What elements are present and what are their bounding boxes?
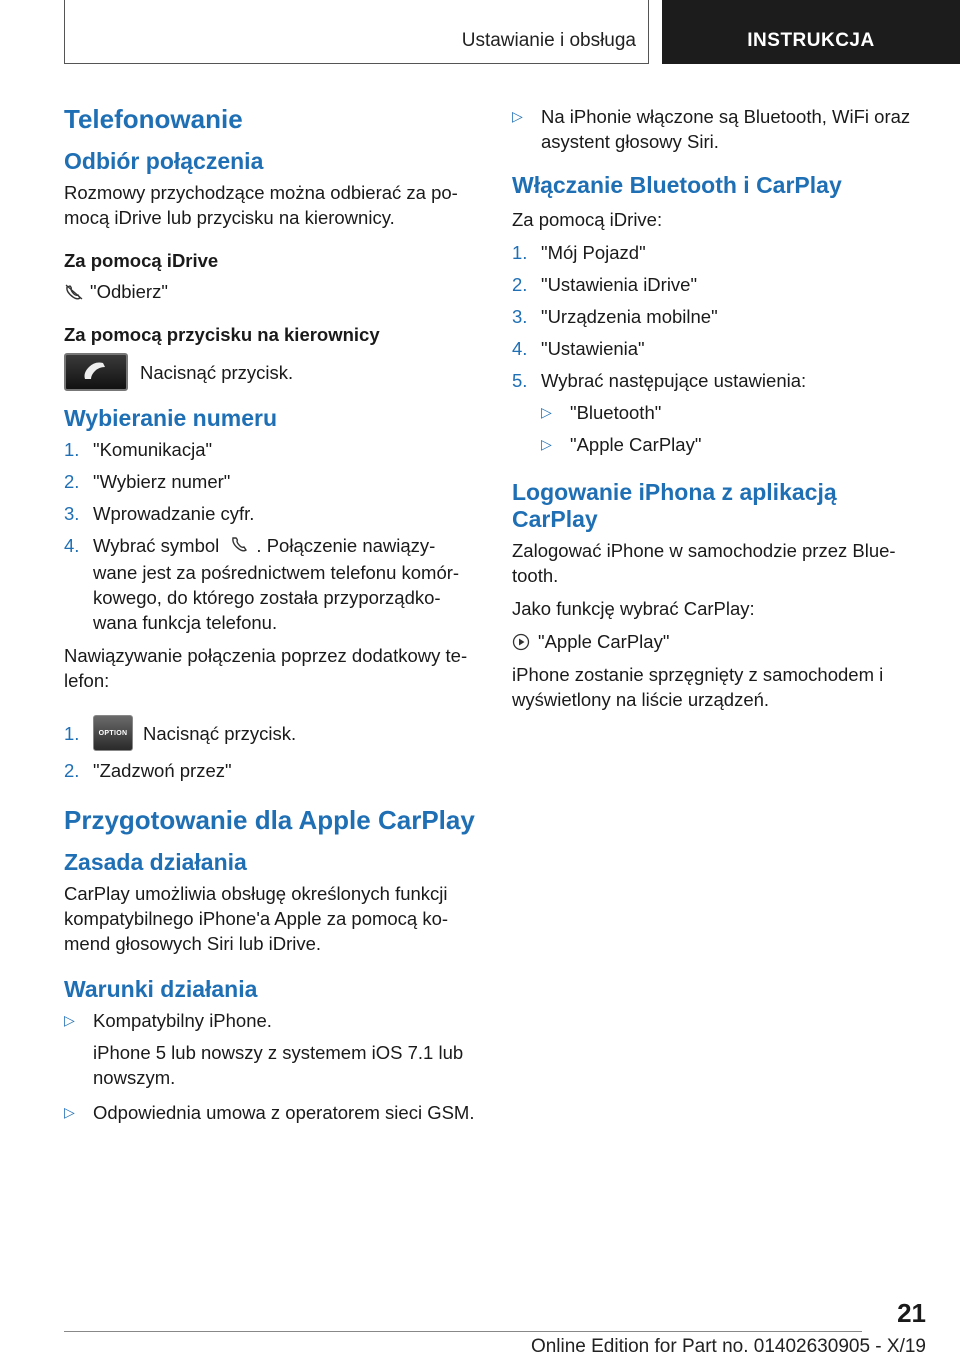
list-item: 2. "Ustawienia iDrive" xyxy=(512,274,698,295)
play-circle-icon xyxy=(512,631,538,653)
heading-odbior: Odbiór połączenia xyxy=(64,148,264,174)
footer-divider xyxy=(64,1331,862,1332)
odbior-text: Rozmowy przychodzące można odbierać za po-mocą iDrive lub przycisku na kierownicy. xyxy=(64,182,458,228)
header-tab xyxy=(662,0,960,64)
list-item: 5. Wybrać następujące ustawienia: xyxy=(512,370,807,391)
page-title: Telefonowanie xyxy=(64,104,243,134)
page-number: 21 xyxy=(897,1298,926,1328)
bullet-triangle-icon: ▷ xyxy=(512,108,523,124)
idrive-answer-row xyxy=(64,279,479,304)
dial-phone-icon xyxy=(228,534,252,560)
header-section-box xyxy=(64,0,649,64)
extra-phone-text: Nawiązywanie połączenia poprzez dodatkowy te-lefon: xyxy=(64,645,468,692)
login-text-1: Zalogować iPhone w samochodzie przez Blue-tooth. xyxy=(512,540,896,586)
heading-login: Logowanie iPhona z aplikacją CarPlay xyxy=(512,479,837,532)
wheel-button-row xyxy=(64,353,479,391)
list-item: ▷ "Apple CarPlay" xyxy=(541,434,702,455)
bullet-triangle-icon: ▷ xyxy=(541,436,552,452)
heading-wybieranie: Wybieranie numeru xyxy=(64,405,278,431)
heading-warunki: Warunki działania xyxy=(64,976,258,1003)
heading-carplay: Przygotowanie dla Apple CarPlay xyxy=(64,805,475,836)
carplay-item-row xyxy=(512,629,922,654)
heading-zasada: Zasada działania xyxy=(64,849,247,876)
list-item: 2. "Wybierz numer" xyxy=(64,471,231,492)
bullet-triangle-icon: ▷ xyxy=(541,404,552,420)
list-item: ▷ "Bluetooth" xyxy=(541,402,662,423)
bt-intro: Za pomocą iDrive: xyxy=(512,209,663,230)
list-item: 4. "Ustawienia" xyxy=(512,338,645,359)
list-item: 1. OPTION Nacisnąć przycisk. xyxy=(64,715,479,751)
left-column xyxy=(64,98,479,1132)
list-item: ▷ Na iPhonie włączone są Bluetooth, WiFi oraz asystent głosowy Siri. xyxy=(512,106,911,152)
list-item: 1. "Komunikacja" xyxy=(64,439,213,460)
footer-edition: Online Edition for Part no. 01402630905 - X/19 xyxy=(530,1336,926,1357)
bt-steps xyxy=(512,240,922,457)
list-item: 1. "Mój Pojazd" xyxy=(512,242,646,263)
list-item: ▷ Kompatybilny iPhone. xyxy=(64,1010,272,1032)
idrive-label: Za pomocą iDrive xyxy=(64,250,219,271)
right-column xyxy=(512,98,922,720)
wheel-button-text: Nacisnąć przycisk. xyxy=(140,361,294,383)
login-text-2: Jako funkcję wybrać CarPlay: xyxy=(512,598,755,619)
list-item: 2. "Zadzwoń przez" xyxy=(64,760,232,782)
list-item: 4. Wybrać symbol . Połączenie nawiązy-wane jest za pośrednictwem telefonu komór-kowego, do którego została przyporządko-wana funkcja telefonu. xyxy=(64,535,460,634)
heading-bt: Włączanie Bluetooth i CarPlay xyxy=(512,172,842,198)
zasada-text: CarPlay umożliwia obsługę określonych funkcji kompatybilnego iPhone'a Apple za pomocą ko-mend głosowych Siri lub iDrive. xyxy=(64,883,449,955)
condition-note: iPhone 5 lub nowszy z systemem iOS 7.1 lub nowszym. xyxy=(93,1042,464,1089)
bullet-triangle-icon: ▷ xyxy=(64,1012,75,1029)
list-item: 3. Wprowadzanie cyfr. xyxy=(64,503,255,524)
phone-icon xyxy=(64,281,90,303)
carplay-item-label: "Apple CarPlay" xyxy=(538,631,670,652)
list-item: ▷ Odpowiednia umowa z operatorem sieci GSM. xyxy=(64,1102,475,1124)
extra-steps xyxy=(64,715,479,783)
dial-steps xyxy=(64,437,479,635)
bullet-triangle-icon: ▷ xyxy=(64,1104,75,1121)
option-button-icon: OPTION xyxy=(93,715,133,751)
steering-phone-button-icon xyxy=(64,353,128,391)
idrive-answer-label: "Odbierz" xyxy=(90,281,168,302)
header-tab-label: INSTRUKCJA xyxy=(747,30,875,51)
wheel-label: Za pomocą przycisku na kierownicy xyxy=(64,324,380,345)
header-section-title: Ustawianie i obsługa xyxy=(461,30,636,51)
list-item: 3. "Urządzenia mobilne" xyxy=(512,306,718,327)
login-text-3: iPhone zostanie sprzęgnięty z samochodem i wyświetlony na liście urządzeń. xyxy=(512,664,884,710)
